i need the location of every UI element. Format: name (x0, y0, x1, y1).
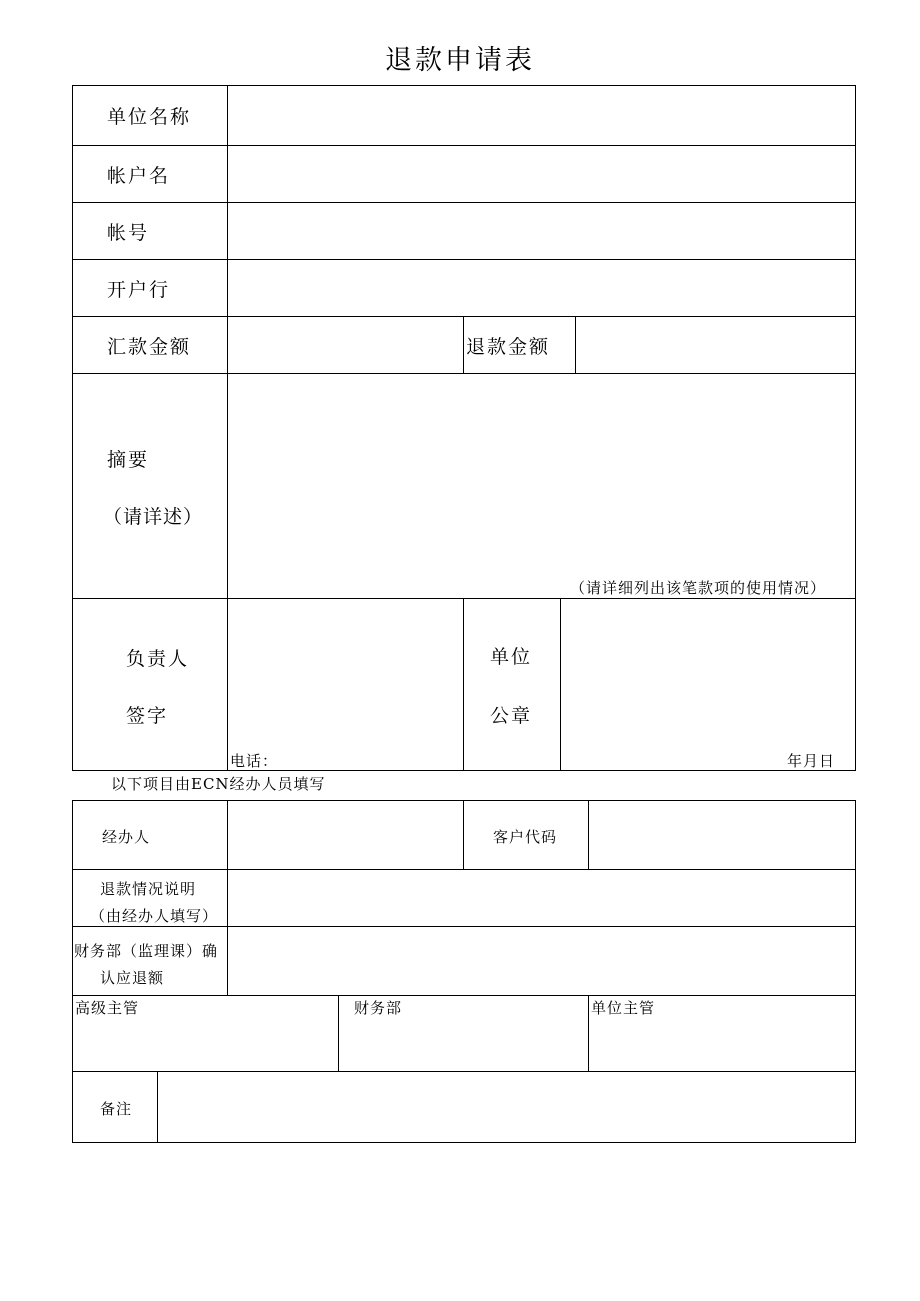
unit-manager-label: 单位主管 (591, 999, 656, 1017)
unit-label: 单位 (490, 646, 533, 668)
unit-name-label: 单位名称 (107, 106, 192, 128)
senior-manager-field[interactable] (74, 1016, 337, 1070)
customer-code-field[interactable] (590, 802, 854, 868)
remarks-label: 备注 (100, 1100, 133, 1118)
unit-manager-field[interactable] (590, 1016, 854, 1070)
remarks-field[interactable] (159, 1073, 854, 1141)
person-in-charge-label: 负责人 (126, 648, 190, 670)
finance-confirm-field[interactable] (229, 928, 854, 994)
bank-label: 开户行 (107, 279, 171, 301)
refund-desc-field[interactable] (229, 871, 854, 925)
account-number-label: 帐号 (107, 222, 150, 244)
finance-dept-field[interactable] (340, 1016, 587, 1070)
finance-dept-label: 财务部 (354, 999, 403, 1017)
finance-confirm-label: 财务部（监理课）确 (74, 942, 219, 960)
refund-desc-label: 退款情况说明 (100, 880, 197, 898)
account-name-field[interactable] (229, 147, 854, 201)
refund-amount-field[interactable] (577, 318, 854, 372)
summary-field[interactable] (229, 375, 854, 597)
customer-code-label: 客户代码 (493, 828, 558, 846)
seal-field[interactable] (562, 600, 854, 769)
account-number-field[interactable] (229, 204, 854, 258)
phone-label: 电话： (230, 752, 279, 770)
handler-section-note: 以下项目由ECN经办人员填写 (111, 775, 326, 793)
remit-amount-field[interactable] (229, 318, 462, 372)
finance-confirm-sub-label: 认应退额 (100, 969, 165, 987)
bank-field[interactable] (229, 261, 854, 315)
account-name-label: 帐户名 (107, 165, 171, 187)
unit-name-field[interactable] (229, 87, 854, 144)
seal-label: 公章 (490, 705, 533, 727)
handler-label: 经办人 (102, 828, 151, 846)
refund-amount-label: 退款金额 (466, 336, 551, 358)
summary-label: 摘要 (107, 449, 150, 471)
date-label: 年月日 (787, 752, 836, 770)
refund-desc-sub-label: （由经办人填写） (90, 907, 219, 925)
summary-note: （请详细列出该笔款项的使用情况） (570, 579, 827, 597)
senior-manager-label: 高级主管 (75, 999, 140, 1017)
signature-label: 签字 (126, 705, 169, 727)
summary-sub-label: （请详述） (103, 506, 204, 528)
remit-amount-label: 汇款金额 (107, 336, 192, 358)
page-title: 退款申请表 (385, 45, 535, 76)
signature-field[interactable] (229, 600, 462, 769)
handler-field[interactable] (229, 802, 462, 868)
